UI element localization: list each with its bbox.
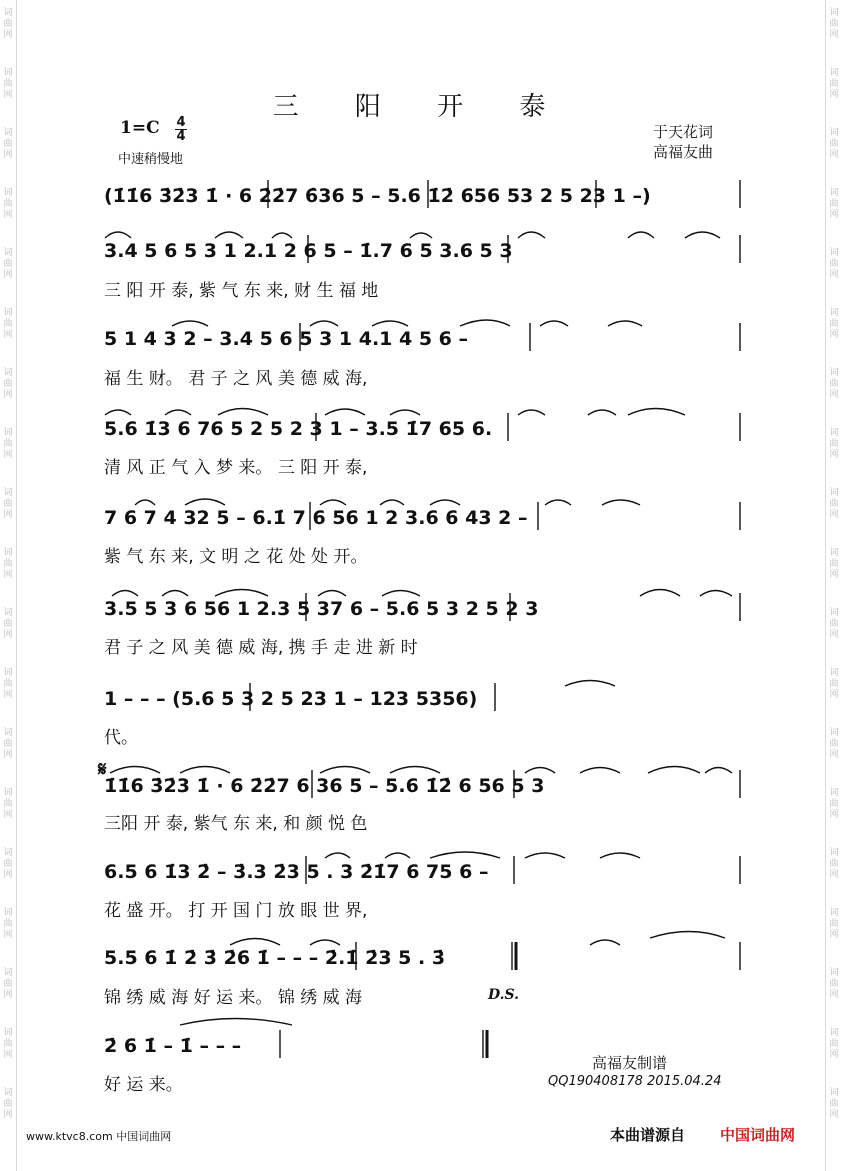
watermark-text: 词 曲 网	[3, 908, 13, 940]
contact-date: QQ190408178 2015.04.24	[548, 1074, 722, 1089]
composer-credit: 高福友曲	[653, 143, 714, 161]
ds-marking: D.S.	[488, 987, 520, 1003]
notation-line-2: 3.4 5 6 5 3 1 2.1 2 6 5 – 1̇.7 6 5 3.6 5 3	[104, 240, 513, 262]
watermark-text: 词 曲 网	[829, 1028, 839, 1060]
lyric-line-7: 代。	[104, 728, 138, 748]
source-label: 本曲谱源自	[610, 1126, 686, 1144]
watermark-text: 词 曲 网	[829, 188, 839, 220]
watermark-text: 词 曲 网	[3, 248, 13, 280]
watermark-text: 词 曲 网	[3, 308, 13, 340]
watermark-text: 词 曲 网	[829, 668, 839, 700]
key-signature: 1=C	[120, 118, 160, 138]
watermark-text: 词 曲 网	[3, 8, 13, 40]
notation-line-7: 1 – – – (5.6 5 3 2 5 23 1 – 123 5356)	[104, 688, 478, 710]
watermark-text: 词 曲 网	[3, 608, 13, 640]
lyric-line-4: 清 风 正 气 入 梦 来。 三 阳 开 泰,	[104, 458, 368, 478]
watermark-text: 词 曲 网	[3, 1028, 13, 1060]
watermark-text: 词 曲 网	[829, 308, 839, 340]
watermark-text: 词 曲 网	[3, 1088, 13, 1120]
watermark-text: 词 曲 网	[3, 428, 13, 460]
segno-sign: 𝄋	[98, 757, 107, 781]
watermark-text: 词 曲 网	[829, 128, 839, 160]
tempo-marking: 中速稍慢地	[118, 152, 184, 167]
notation-line-6: 3.5 5 3 6 56 1 2.3 5 37 6 – 5.6 5 3 2 5 2 3	[104, 598, 539, 620]
watermark-text: 词 曲 网	[3, 68, 13, 100]
watermark-text: 词 曲 网	[829, 788, 839, 820]
lyric-line-2: 三 阳 开 泰, 紫 气 东 来, 财 生 福 地	[104, 281, 379, 301]
watermark-text: 词 曲 网	[3, 728, 13, 760]
arranger-credit: 高福友制谱	[592, 1054, 668, 1072]
watermark-text: 词 曲 网	[829, 548, 839, 580]
lyric-line-5: 紫 气 东 来, 文 明 之 花 处 处 开。	[104, 547, 368, 567]
watermark-text: 词 曲 网	[829, 8, 839, 40]
watermark-text: 词 曲 网	[3, 128, 13, 160]
watermark-text: 词 曲 网	[3, 788, 13, 820]
lyric-line-10: 锦 绣 威 海 好 运 来。 锦 绣 威 海	[104, 988, 363, 1008]
notation-line-11: 2̇ 6 1̇ – 1̇ – – –	[104, 1035, 242, 1057]
watermark-text: 词 曲 网	[829, 608, 839, 640]
watermark-text: 词 曲 网	[3, 668, 13, 700]
notation-line-9: 6.5 6 1̇3 2̇ – 3̇.3 2̇3 5 . 3 2̇1̇7 6 75 6 –	[104, 861, 489, 883]
lyric-line-8: 三阳 开 泰, 紫气 东 来, 和 颜 悦 色	[104, 814, 368, 834]
lyric-line-9: 花 盛 开。 打 开 国 门 放 眼 世 界,	[104, 901, 368, 921]
watermark-text: 词 曲 网	[3, 368, 13, 400]
watermark-text: 词 曲 网	[3, 968, 13, 1000]
lyricist-credit: 于天花词	[653, 123, 714, 141]
source-site-link[interactable]: 中国词曲网	[720, 1126, 796, 1144]
watermark-text: 词 曲 网	[829, 1088, 839, 1120]
watermark-text: 词 曲 网	[829, 908, 839, 940]
watermark-text: 词 曲 网	[3, 548, 13, 580]
song-title: 三 阳 开 泰	[272, 92, 570, 122]
watermark-text: 词 曲 网	[829, 488, 839, 520]
watermark-text: 词 曲 网	[829, 68, 839, 100]
watermark-text: 词 曲 网	[829, 248, 839, 280]
watermark-text: 词 曲 网	[829, 848, 839, 880]
lyric-line-11: 好 运 来。	[104, 1075, 183, 1095]
watermark-text: 词 曲 网	[829, 728, 839, 760]
watermark-text: 词 曲 网	[3, 848, 13, 880]
watermark-text: 词 曲 网	[829, 368, 839, 400]
notation-line-10: 5.5 6 1̇ 2̇ 3̇ 2̇6 1̇ – – – 2̇.1̇ 2̇3 5 . 3̇	[104, 947, 446, 969]
watermark-text: 词 曲 网	[829, 968, 839, 1000]
notation-line-1: (1̇1̇6 3̇2̇3 1̇ · 6 2̇2̇7 6̇36 5 – 5.6 1̇2̇ 656 53 2 5 23 1 –)	[104, 185, 651, 207]
notation-line-3: 5 1 4 3 2 – 3.4 5 6 5 3 1 4.1 4 5 6 –	[104, 328, 469, 350]
notation-line-5: 7 6 7 4 32 5 – 6.1̇ 7 6 56 1 2 3.6 6 43 2 –	[104, 507, 528, 529]
time-signature: 4 4	[176, 115, 186, 144]
watermark-text: 词 曲 网	[3, 488, 13, 520]
watermark-text: 词 曲 网	[3, 188, 13, 220]
notation-line-8: 1̇1̇6 3̇2̇3 1̇ · 6 2̇2̇7 6 36 5 – 5.6 1̇2̇ 6 56 5 3	[104, 775, 545, 797]
notation-line-4: 5.6 1̇3 6 76 5 2 5 2 3 1 – 3.5 1̇7 65 6.	[104, 418, 493, 440]
watermark-text: 词 曲 网	[829, 428, 839, 460]
lyric-line-6: 君 子 之 风 美 德 威 海, 携 手 走 进 新 时	[104, 638, 418, 658]
lyric-line-3: 福 生 财。 君 子 之 风 美 德 威 海,	[104, 369, 368, 389]
site-link-left[interactable]: www.ktvc8.com 中国词曲网	[26, 1130, 172, 1143]
